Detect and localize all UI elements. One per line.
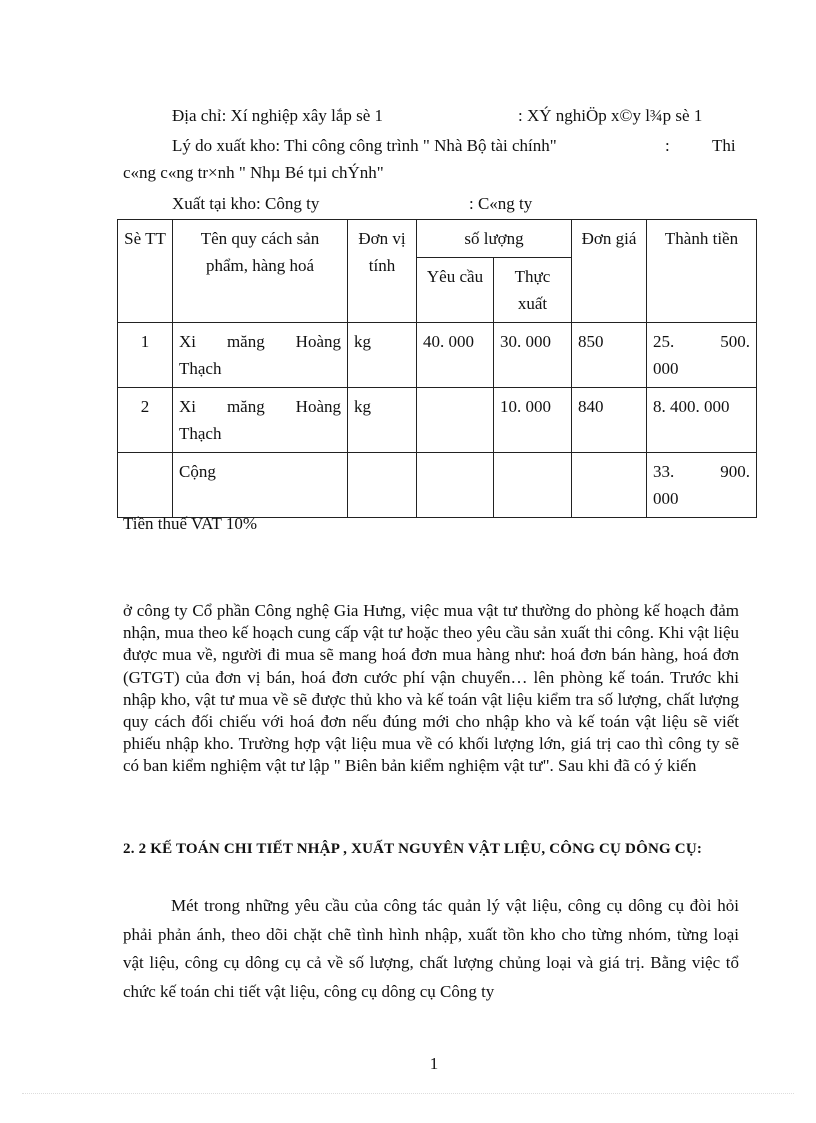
row-actual: 30. 000	[494, 323, 572, 388]
address-line: Địa chỉ: Xí nghiệp xây lắp sè 1	[172, 106, 384, 125]
total-amount-2: 000	[653, 489, 679, 508]
address-garbled: : XÝ nghiÖp x©y l¾p sè 1	[518, 106, 703, 125]
row-name	[173, 388, 348, 453]
header-amount: Thành tiền	[647, 220, 757, 323]
export-table	[117, 219, 757, 518]
row-name-2: Thạch	[179, 359, 222, 378]
page-number: 1	[429, 1054, 439, 1073]
warehouse-garbled: : C«ng ty	[469, 194, 533, 213]
header-unit: Đơn vị tính	[348, 220, 417, 323]
row-amount	[647, 388, 757, 453]
table-row	[118, 388, 757, 453]
total-price	[572, 453, 647, 518]
total-amount	[647, 453, 757, 518]
row-unit: kg	[348, 388, 417, 453]
row-actual: 10. 000	[494, 388, 572, 453]
reason-thi: Thi	[712, 136, 736, 155]
total-label: Cộng	[173, 453, 348, 518]
header-actual: Thực xuất	[494, 258, 572, 323]
row-name-2: Thạch	[179, 424, 222, 443]
row-amount	[647, 323, 757, 388]
row-price: 840	[572, 388, 647, 453]
reason-colon: :	[665, 136, 670, 155]
header-name: Tên quy cách sản phẩm, hàng hoá	[173, 220, 348, 323]
row-name-1: Xi măng Hoàng	[179, 332, 341, 351]
table-row	[118, 323, 757, 388]
reason-garbled: c«ng c«ng tr×nh " Nhµ Bé tµi chÝnh"	[123, 163, 384, 182]
total-unit	[348, 453, 417, 518]
row-name-1: Xi măng Hoàng	[179, 397, 341, 416]
row-unit: kg	[348, 323, 417, 388]
row-amount-1: 25. 500.	[653, 332, 751, 351]
section-heading: 2. 2 KẾ TOÁN CHI TIẾT NHẬP , XUẤT NGUYÊN VẬT LIỆU, CÔNG CỤ DÔNG CỤ:	[123, 841, 703, 857]
row-name	[173, 323, 348, 388]
header-stt: Sè TT	[118, 220, 173, 323]
row-stt: 2	[118, 388, 173, 453]
reason-line: Lý do xuất kho: Thi công công trình " Nhà Bộ tài chính"	[172, 136, 557, 155]
row-amount-1: 8. 400. 000	[653, 397, 730, 416]
row-stt: 1	[118, 323, 173, 388]
total-stt	[118, 453, 173, 518]
row-price: 850	[572, 323, 647, 388]
table-total-row	[118, 453, 757, 518]
header-req: Yêu cầu	[417, 258, 494, 323]
table-header-row	[118, 220, 757, 258]
footer-divider	[22, 1093, 794, 1094]
total-req	[417, 453, 494, 518]
row-req: 40. 000	[417, 323, 494, 388]
total-amount-1: 33. 900.	[653, 462, 751, 481]
row-amount-2: 000	[653, 359, 679, 378]
warehouse-line: Xuất tại kho: Công ty	[172, 194, 320, 213]
paragraph-detail-accounting: Mét trong những yêu cầu của công tác quản lý vật liệu, công cụ dông cụ đòi hỏi phải phản ánh, theo dõi chặt chẽ tình hình nhập, xuất tồn kho cho từng nhóm, từng loại vật liệu, công cụ dông cụ cả về số lượng, chất lượng chủng loại và giá trị. Bằng việc tổ chức kế toán chi tiết vật liệu, công cụ dông cụ Công ty	[123, 896, 739, 1001]
vat-label: Tiền thuế VAT 10%	[123, 514, 257, 533]
header-qty: số lượng	[417, 220, 572, 258]
row-req	[417, 388, 494, 453]
total-actual	[494, 453, 572, 518]
paragraph-purchasing: ở công ty Cổ phần Công nghệ Gia Hưng, việc mua vật tư thường do phòng kế hoạch đảm nhận, mua theo kế hoạch cung cấp vật tư hoặc theo yêu cầu sản xuất thi công. Khi vật liệu được mua về, người đi mua sẽ mang hoá đơn mua hàng như: hoá đơn bán hàng, hoá đơn (GTGT) của đơn vị bán, hoá đơn cước phí vận chuyển… lên phòng kế toán. Trước khi nhập kho, vật tư mua về sẽ được thủ kho và kế toán vật liệu kiểm tra số lượng, chất lượng quy cách đối chiếu với hoá đơn nếu đúng mới cho nhập kho và kế toán vật liệu sẽ viết phiếu nhập kho. Trường hợp vật liệu mua về có khối lượng lớn, giá trị cao thì công ty sẽ có ban kiểm nghiệm vật tư lập " Biên bản kiểm nghiệm vật tư". Sau khi đã có ý kiến	[123, 601, 739, 776]
header-price: Đơn giá	[572, 220, 647, 323]
